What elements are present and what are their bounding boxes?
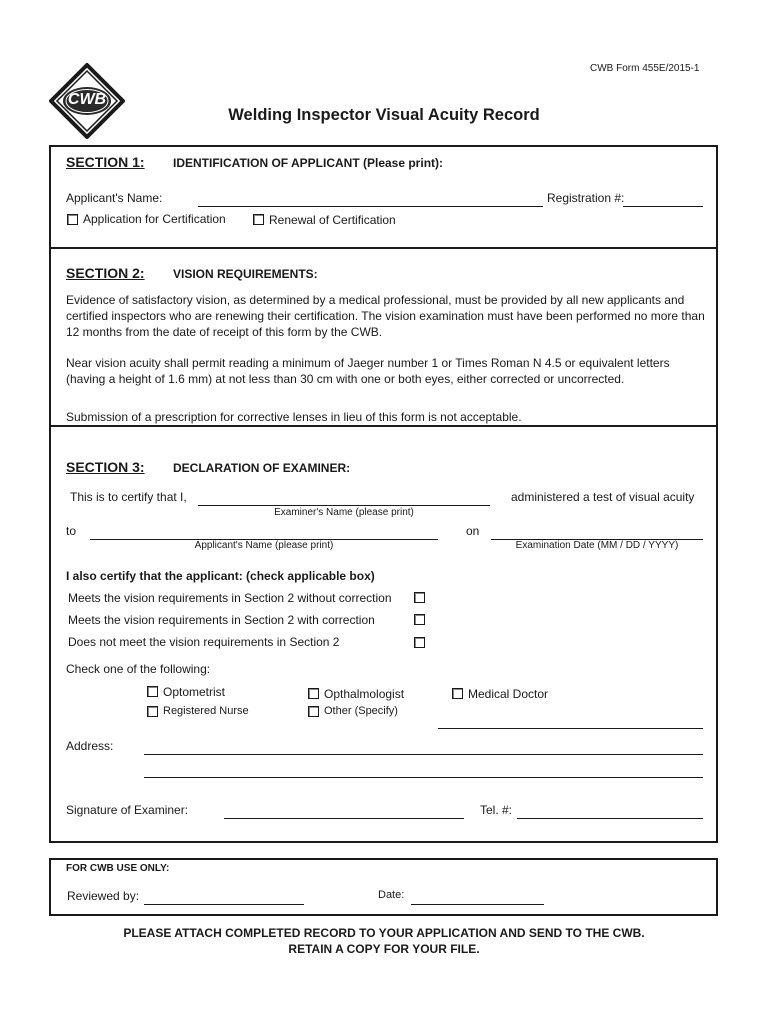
also-certify-heading: I also certify that the applicant: (check applicable box) bbox=[66, 569, 375, 583]
cwb-use-title: FOR CWB USE ONLY: bbox=[66, 863, 170, 874]
footer-line-1: PLEASE ATTACH COMPLETED RECORD TO YOUR APPLICATION AND SEND TO THE CWB. bbox=[123, 926, 645, 940]
registered-nurse-label: Registered Nurse bbox=[163, 705, 249, 717]
certification-checkbox[interactable] bbox=[67, 214, 78, 225]
req-without-label: Meets the vision requirements in Section 2 without correction bbox=[68, 591, 392, 605]
medical-doctor-label: Medical Doctor bbox=[468, 687, 549, 701]
footer-line-2: RETAIN A COPY FOR YOUR FILE. bbox=[288, 942, 480, 956]
address-label: Address: bbox=[66, 739, 114, 753]
tel-label: Tel. #: bbox=[480, 803, 513, 817]
certification-label: Application for Certification bbox=[83, 212, 226, 226]
reviewed-by-label: Reviewed by: bbox=[67, 889, 140, 903]
certify-prefix: This is to certify that I, bbox=[70, 490, 187, 504]
other-label: Other (Specify) bbox=[324, 705, 398, 717]
vision-paragraph-1: Evidence of satisfactory vision, as determined by a medical professional, must be provided by all new applicants and certified inspectors who are renewing their certification. The vision examination must have been performed no more than 12 months from the date of receipt of this form by the CWB. bbox=[66, 293, 705, 339]
section1-title: IDENTIFICATION OF APPLICANT (Please print): bbox=[173, 156, 444, 170]
section3-title: DECLARATION OF EXAMINER: bbox=[173, 461, 351, 475]
optometrist-label: Optometrist bbox=[163, 685, 226, 699]
req-not-checkbox[interactable] bbox=[414, 637, 425, 648]
reviewed-by-field[interactable] bbox=[144, 904, 304, 905]
on-label: on bbox=[466, 524, 480, 538]
applicant-name-caption: Applicant's Name (please print) bbox=[194, 540, 334, 551]
signature-field[interactable] bbox=[224, 818, 464, 819]
opthalmologist-label: Opthalmologist bbox=[324, 687, 405, 701]
req-with-label: Meets the vision requirements in Section 2 with correction bbox=[68, 613, 375, 627]
registration-field[interactable] bbox=[623, 206, 703, 207]
form-number: CWB Form 455E/2015-1 bbox=[590, 63, 700, 74]
renewal-label: Renewal of Certification bbox=[269, 213, 396, 227]
section2-title: VISION REQUIREMENTS: bbox=[173, 267, 318, 281]
date-field[interactable] bbox=[411, 904, 544, 905]
medical-doctor-checkbox[interactable] bbox=[452, 688, 463, 699]
applicant-name-label: Applicant's Name: bbox=[66, 191, 163, 205]
req-without-checkbox[interactable] bbox=[414, 592, 425, 603]
address-field-line-2[interactable] bbox=[144, 777, 703, 778]
examiner-name-caption: Examiner's Name (please print) bbox=[274, 507, 414, 518]
optometrist-checkbox[interactable] bbox=[147, 686, 158, 697]
cwb-logo bbox=[48, 62, 126, 140]
other-checkbox[interactable] bbox=[308, 706, 319, 717]
exam-date-caption: Examination Date (MM / DD / YYYY) bbox=[515, 540, 679, 551]
renewal-checkbox[interactable] bbox=[253, 214, 264, 225]
vision-paragraph-3: Submission of a prescription for corrective lenses in lieu of this form is not acceptable. bbox=[66, 410, 522, 424]
section3-box bbox=[49, 425, 718, 843]
applicant-name-field[interactable] bbox=[198, 206, 543, 207]
address-field-line-1[interactable] bbox=[144, 754, 703, 755]
opthalmologist-checkbox[interactable] bbox=[308, 688, 319, 699]
section3-number: SECTION 3: bbox=[66, 459, 145, 475]
registered-nurse-checkbox[interactable] bbox=[147, 706, 158, 717]
to-label: to bbox=[66, 524, 77, 538]
logo-text: CWB bbox=[67, 91, 107, 108]
vision-paragraph-2: Near vision acuity shall permit reading a minimum of Jaeger number 1 or Times Roman N 4.5 or equivalent letters (having a height of 1.6 mm) at not less than 30 cm with one or both eyes, either corrected or uncorrected. bbox=[66, 356, 670, 386]
page-title: Welding Inspector Visual Acuity Record bbox=[228, 106, 540, 124]
certify-suffix: administered a test of visual acuity bbox=[511, 490, 695, 504]
signature-label: Signature of Examiner: bbox=[66, 803, 189, 817]
section2-number: SECTION 2: bbox=[66, 265, 145, 281]
req-with-checkbox[interactable] bbox=[414, 614, 425, 625]
date-label: Date: bbox=[378, 889, 405, 901]
check-one-label: Check one of the following: bbox=[66, 662, 211, 676]
other-specify-field[interactable] bbox=[438, 728, 703, 729]
tel-field[interactable] bbox=[517, 818, 703, 819]
examiner-name-field[interactable] bbox=[198, 505, 490, 506]
req-not-label: Does not meet the vision requirements in Section 2 bbox=[68, 635, 340, 649]
registration-label: Registration #: bbox=[547, 191, 625, 205]
section1-number: SECTION 1: bbox=[66, 154, 145, 170]
